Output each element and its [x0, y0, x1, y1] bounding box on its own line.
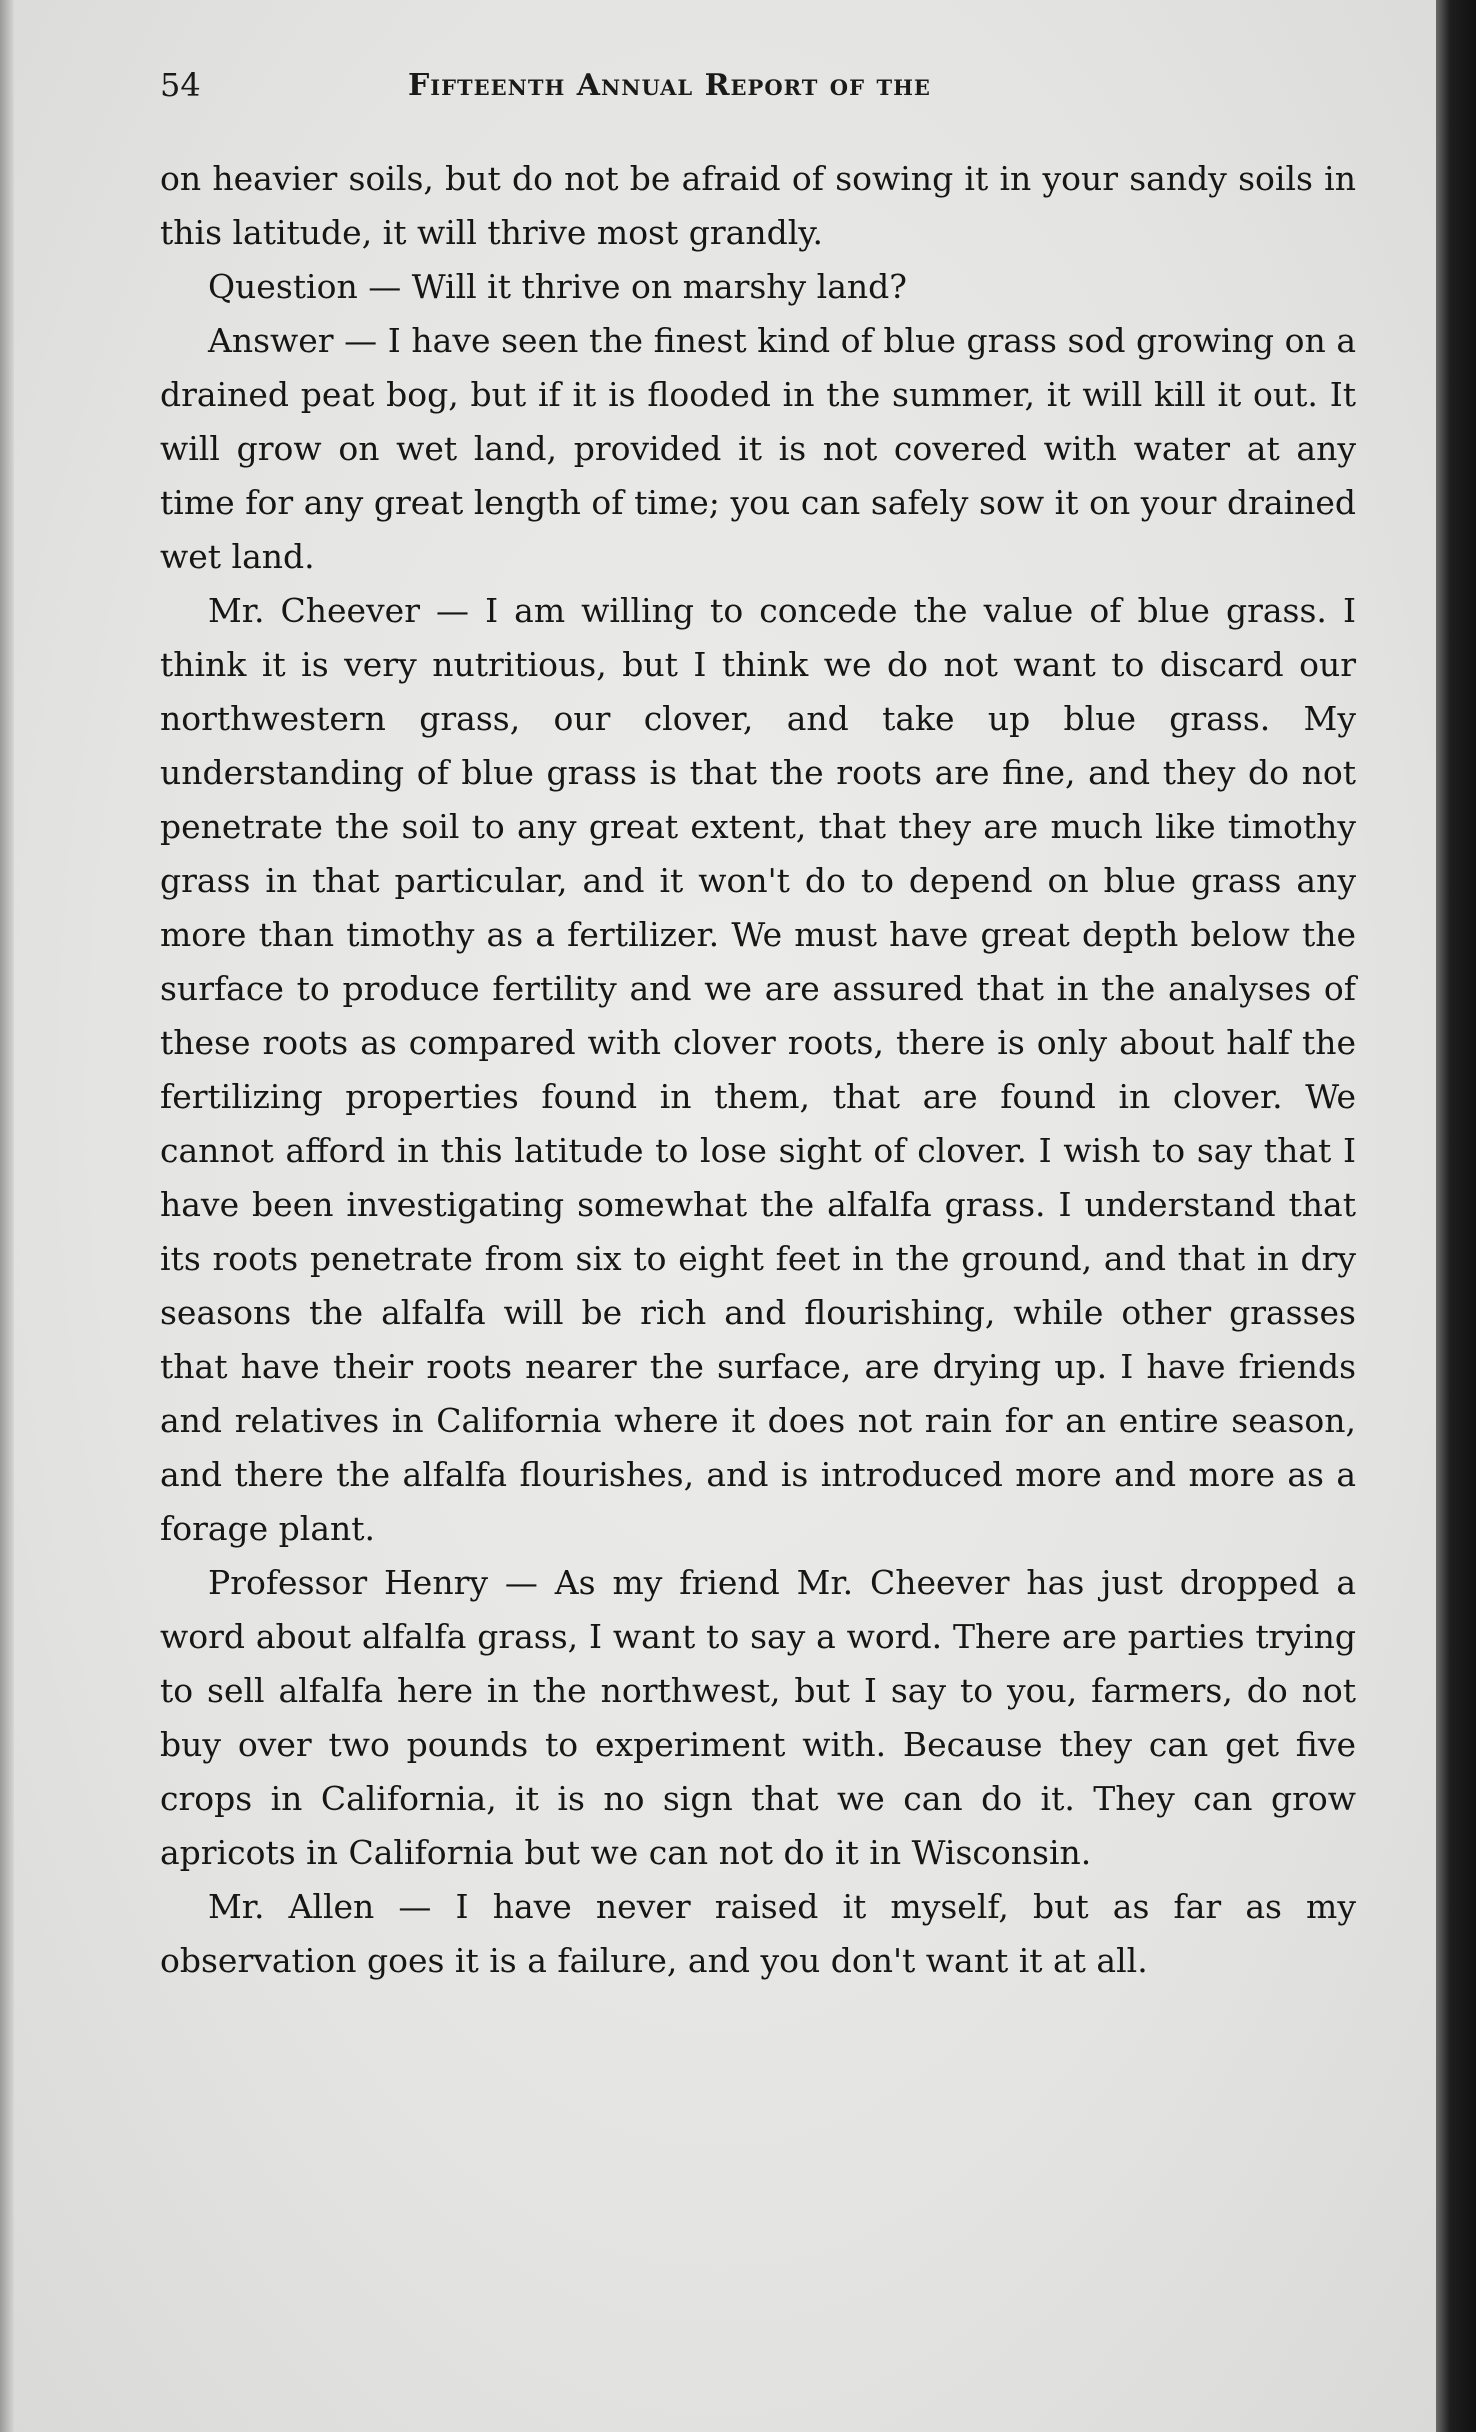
page-number: 54 — [160, 66, 201, 104]
paragraph-professor-henry: Professor Henry — As my friend Mr. Cheever has just dropped a word about alfalfa grass, I want to say a word. There are parties trying to sell alfalfa here in the northwest, but I say to you, farmers, do not buy over two pounds to experiment with. Because they can get five crops in California, it is no sign that we can do it. They can grow apricots in California but we can not do it in Wisconsin. — [160, 1563, 1356, 1872]
page-binding-edge — [0, 0, 14, 2432]
paragraph-mr-cheever: Mr. Cheever — I am willing to concede the value of blue grass. I think it is very nutritious, but I think we do not want to discard our northwestern grass, our clover, and take up blue grass. My understanding of blue grass is that the roots are fine, and they do not penetrate the soil to any great extent, that they are much like timothy grass in that particular, and it won't do to depend on blue grass any more than timothy as a fertilizer. We must have great depth below the surface to produce fertility and we are assured that in the analyses of these roots as compared with clover roots, there is only about half the fertilizing properties found in them, that are found in clover. We cannot afford in this latitude to lose sight of clover. I wish to say that I have been investigating somewhat the alfalfa grass. I understand that its roots penetrate from six to eight feet in the ground, and that in dry seasons the alfalfa will be rich and flourishing, while other grasses that have their roots nearer the surface, are drying up. I have friends and relatives in California where it does not rain for an entire season, and there the alfalfa flourishes, and is introduced more and more as a forage plant. — [160, 591, 1356, 1548]
paragraph-mr-allen: Mr. Allen — I have never raised it myself, but as far as my observation goes it is a failure, and you don't want it at all. — [160, 1887, 1356, 1980]
running-head: Fifteenth Annual Report of the — [408, 68, 931, 103]
paragraph-continuation: on heavier soils, but do not be afraid of sowing it in your sandy soils in this latitude, it will thrive most grandly. — [160, 159, 1356, 252]
scan-dark-edge — [1436, 0, 1476, 2432]
paragraph-answer: Answer — I have seen the finest kind of blue grass sod growing on a drained peat bog, but if it is flooded in the summer, it will kill it out. It will grow on wet land, provided it is not covered with water at any time for any great length of time; you can safely sow it on your drained wet land. — [160, 321, 1356, 576]
paragraph-question: Question — Will it thrive on marshy land? — [208, 267, 907, 306]
page-body — [160, 152, 1356, 1988]
page-header — [160, 66, 1340, 116]
